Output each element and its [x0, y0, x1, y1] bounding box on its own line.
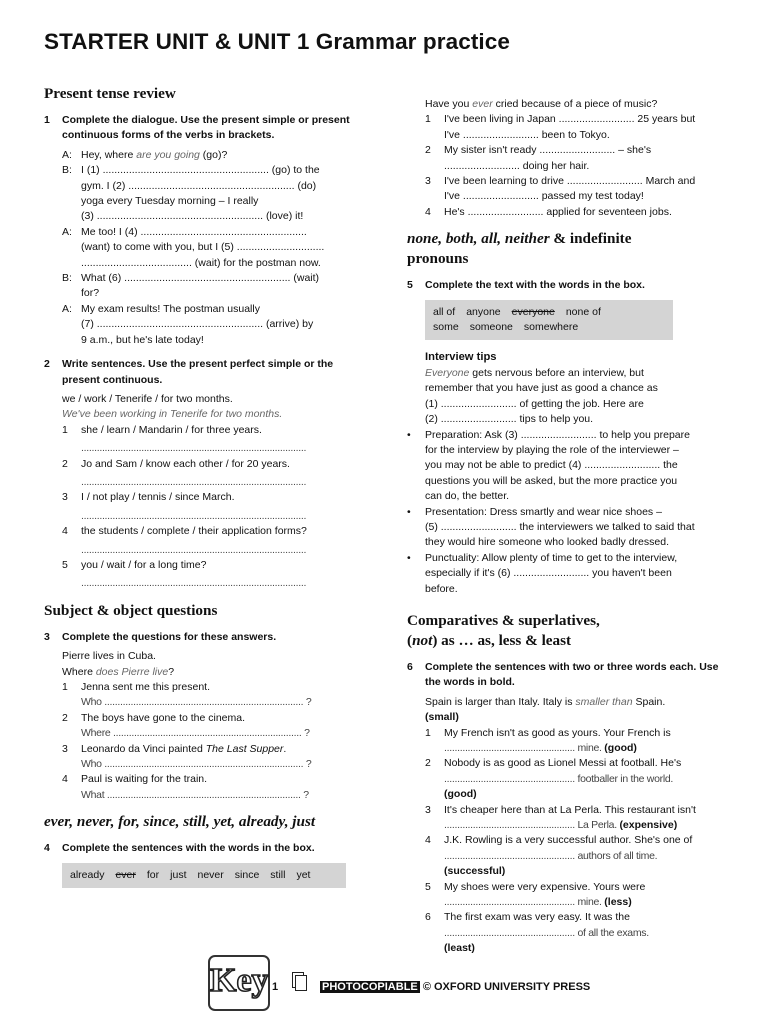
instruction-text: Complete the dialogue. Use the present simple or present continuous forms of the verbs in brackets. [62, 114, 350, 142]
item-text: I've .......................... been to Tokyo. [444, 128, 610, 141]
bullet-line: Presentation: Dress smartly and wear nice shoes – [425, 505, 662, 518]
item-number: 1 [425, 113, 431, 126]
bullet-icon: • [407, 428, 411, 441]
bullet-line: you may not be able to predict (4) .......................... the [425, 459, 678, 472]
dialogue-text: ...................................... (wait) for the postman now. [81, 256, 321, 269]
item-text: she / learn / Mandarin / for three years. [81, 423, 262, 436]
item-number: 6 [425, 911, 431, 924]
item-text: Nobody is as good as Lionel Messi at football. He's [444, 757, 682, 770]
copyright-notice [320, 980, 590, 995]
example-prompt: we / work / Tenerife / for two months. [62, 392, 233, 405]
cue-word: (less) [604, 896, 632, 909]
dialogue-text: gym. I (2) ......................................................... (do) [81, 179, 317, 192]
dialogue-line [44, 163, 362, 178]
dialogue-text: (3) ......................................................... (love) it! [81, 210, 304, 223]
answer-dots: .................................................. mine. [444, 742, 605, 754]
dialogue-text: I (1) ......................................................... (go) to the [81, 164, 320, 177]
box-word: some [433, 321, 459, 334]
answer-line: ...................................................................................... [81, 577, 307, 590]
dialogue-text: Hey, where [81, 148, 137, 161]
dialogue-text: 9 a.m., but he's late today! [81, 333, 204, 346]
example-sentence: Spain is larger than Italy. Italy is smaller than Spain. [425, 695, 666, 708]
left-column [44, 84, 362, 898]
page-number: 1 [272, 981, 279, 993]
list-item [407, 803, 729, 818]
speaker-label: A: [62, 148, 72, 161]
page-title: STARTER UNIT & UNIT 1 Grammar practice [44, 29, 510, 54]
speaker-label: B: [62, 272, 72, 285]
item-number: 1 [62, 423, 68, 436]
dialogue-line [44, 317, 362, 332]
answer-line [407, 849, 729, 864]
box-word: since [234, 868, 260, 881]
box-row [433, 320, 665, 335]
cue-word: (successful) [444, 865, 506, 878]
exercise-5-instruction [407, 278, 729, 293]
item-text: Jenna sent me this present. [81, 681, 210, 693]
exercise-6-items [407, 726, 729, 957]
box-word: never [197, 868, 224, 881]
bullet-line: questions you will be asked, but the more practice you [425, 474, 678, 487]
speaker-label: A: [62, 225, 72, 238]
exercise-number: 4 [44, 842, 50, 855]
answer-dots: .................................................. mine. [444, 896, 605, 909]
list-item [407, 174, 729, 189]
bullet-line: for the interview by playing the role of the interviewer – [425, 443, 679, 456]
exercise-number: 1 [44, 114, 50, 126]
bullet-item [407, 551, 729, 597]
list-item [407, 756, 729, 771]
item-number: 5 [62, 558, 68, 571]
answer-line [407, 818, 729, 833]
answer-dots: .................................................. authors of all time. [444, 849, 658, 862]
dialogue-line [44, 256, 362, 271]
exercise-6-instruction [407, 660, 729, 691]
dialogue-line [44, 209, 362, 224]
answer-dots: .................................................. of all the exams. [444, 926, 649, 939]
dialogue-line [44, 302, 362, 317]
instruction-text: Complete the text with the words in the box. [425, 279, 645, 292]
dialogue-text: Me too! I (4) ......................................................... [81, 225, 307, 238]
dialogue-line [44, 225, 362, 240]
item-text: you / wait / for a long time? [81, 558, 207, 571]
list-item [44, 423, 362, 438]
exercise-4-items [407, 112, 729, 220]
list-item [407, 833, 729, 848]
list-item [407, 880, 729, 895]
answer-line [407, 895, 729, 910]
box-word: all of [433, 305, 456, 318]
list-item [44, 680, 362, 695]
dialogue-line [44, 194, 362, 209]
list-item [407, 112, 729, 127]
instruction-text: Write sentences. Use the present perfect simple or the present continuous. [62, 358, 334, 386]
box-word: somewhere [523, 321, 579, 334]
box-word: yet [296, 868, 311, 881]
item-text: The first exam was very easy. It was the [444, 911, 630, 924]
exercise-number: 3 [44, 630, 50, 643]
answer-line: What .......................................................................... ? [81, 788, 309, 801]
dialogue-text: What (6) ......................................................... (wait) [81, 272, 320, 285]
bullet-item [407, 505, 729, 551]
section-heading-ever-never: ever, never, for, since, still, yet, already, just [44, 813, 316, 831]
answer-line [407, 926, 729, 941]
dialogue-line [44, 333, 362, 348]
cue-word: (good) [444, 788, 477, 801]
box-word: anyone [466, 305, 501, 318]
item-text: Leonardo da Vinci painted [81, 742, 206, 755]
list-item [407, 143, 729, 158]
answer-line [407, 741, 729, 756]
exercise-number: 6 [407, 660, 413, 673]
item-text: .......................... doing her hair. [444, 159, 590, 172]
bullet-line: (5) .......................... the interviewers we talked to said that [425, 520, 695, 533]
photocopy-icon [292, 972, 308, 992]
instruction-text: Complete the sentences with the words in the box. [62, 842, 315, 855]
exercise-1-instruction [44, 113, 362, 144]
list-item [44, 711, 362, 726]
exercise-number: 5 [407, 279, 413, 292]
answer-line: Who ............................................................................ ? [81, 758, 312, 771]
exercise-1-dialogue [44, 148, 362, 348]
item-number: 4 [62, 773, 68, 786]
item-number: 2 [425, 144, 431, 157]
bullet-item [407, 428, 729, 505]
dialogue-text: My exam results! The postman usually [81, 302, 260, 315]
speaker-label: B: [62, 164, 72, 177]
bullet-line: Preparation: Ask (3) .......................... to help you prepare [425, 428, 690, 441]
section-heading-comparatives: Comparatives & superlatives, (not) as … as, less & least [407, 611, 600, 649]
box-word: just [170, 868, 187, 881]
answer-dots: .................................................. La Perla. [444, 819, 620, 832]
list-item [44, 742, 362, 757]
item-number: 2 [425, 757, 431, 770]
word-box [62, 863, 346, 888]
dialogue-line [44, 286, 362, 301]
bullet-line: they would hire someone who looked badly dressed. [425, 536, 669, 549]
section-heading-present-tense: Present tense review [44, 85, 176, 102]
example-answer: We've been working in Tenerife for two months. [62, 408, 283, 421]
dialogue-text: (go)? [199, 148, 228, 161]
dialogue-text: (want) to come with you, but I (5) .............................. [81, 241, 325, 254]
photocopiable-tag: PHOTOCOPIABLE [322, 981, 418, 993]
section-heading-pronouns: none, both, all, neither & indefinite pronouns [407, 230, 632, 268]
exercise-4-instruction [44, 841, 362, 856]
item-text: My sister isn't ready .......................... – she's [444, 144, 652, 157]
cue-word: (expensive) [619, 819, 678, 832]
item-text: I've been learning to drive .......................... March and [444, 175, 696, 188]
box-row [433, 305, 665, 320]
right-column [407, 97, 729, 957]
instruction-text: Complete the sentences with two or three words each. Use the words in bold. [425, 660, 719, 689]
answer-line: ...................................................................................... [81, 475, 307, 488]
example-word: (small) [425, 711, 459, 724]
item-number: 5 [425, 880, 431, 893]
example-question: Where does Pierre live? [62, 665, 175, 678]
example-answer-sentence: Pierre lives in Cuba. [62, 650, 156, 663]
text-subheading: Interview tips [425, 351, 497, 364]
key-logo: Key [208, 955, 270, 1011]
item-number: 3 [425, 175, 431, 188]
box-word: already [70, 868, 105, 881]
dialogue-line [44, 179, 362, 194]
dialogue-line [44, 148, 362, 163]
exercise-2-items [44, 423, 362, 592]
dialogue-line [44, 240, 362, 255]
intro-line: (1) .......................... of getting the job. Here are [425, 397, 644, 410]
item-number: 2 [62, 711, 68, 724]
list-item [407, 910, 729, 925]
list-item [44, 524, 362, 539]
instruction-text: Complete the questions for these answers. [62, 630, 277, 643]
answer-line: ...................................................................................... [81, 442, 307, 455]
publisher-text: © OXFORD UNIVERSITY PRESS [419, 981, 591, 993]
list-item [44, 490, 362, 505]
item-number: 1 [425, 726, 431, 739]
answer-line: ...................................................................................... [81, 509, 307, 522]
word-box [425, 300, 673, 341]
exercise-number: 2 [44, 358, 50, 371]
item-text: I've .......................... passed my test today! [444, 190, 644, 203]
page-footer [0, 955, 768, 1015]
cue-word: (good) [604, 742, 637, 754]
item-text: My French isn't as good as yours. Your French is [444, 726, 671, 739]
bullet-line: especially if it's (6) .......................... you haven't been [425, 567, 672, 580]
item-text: Paul is waiting for the train. [81, 773, 208, 786]
item-number: 2 [62, 457, 68, 470]
box-word: none of [565, 305, 601, 318]
item-title: The Last Supper [205, 742, 284, 755]
speaker-label: A: [62, 302, 72, 315]
answer-line: ...................................................................................... [81, 543, 307, 556]
list-item [44, 457, 362, 472]
item-text: He's .......................... applied for seventeen jobs. [444, 205, 672, 218]
intro-line: (2) .......................... tips to help you. [425, 413, 594, 426]
box-word: ever [115, 868, 136, 881]
answer-line: Who ............................................................................ ? [81, 696, 312, 709]
dialogue-line [44, 271, 362, 286]
answer-dots: .................................................. footballer in the world. [444, 772, 674, 785]
item-number: 3 [425, 803, 431, 816]
item-text: I / not play / tennis / since March. [81, 491, 235, 504]
item-number: 3 [62, 491, 68, 504]
box-word: everyone [511, 305, 555, 318]
item-number: 4 [425, 205, 431, 218]
bullet-line: can do, the better. [425, 490, 510, 503]
box-word: someone [469, 321, 513, 334]
dialogue-text: for? [81, 287, 100, 300]
box-word: still [270, 868, 286, 881]
item-number: 1 [62, 681, 68, 693]
list-item [44, 558, 362, 573]
answer-line [407, 772, 729, 787]
exercise-3-instruction [44, 630, 362, 645]
list-item [407, 205, 729, 220]
intro-text: Everyone gets nervous before an interview, but [425, 366, 644, 379]
bullet-line: Punctuality: Allow plenty of time to get to the interview, [425, 551, 678, 564]
bullet-icon: • [407, 551, 411, 564]
item-text: J.K. Rowling is a very successful author. She's one of [444, 834, 693, 847]
item-text: The boys have gone to the cinema. [81, 711, 246, 724]
bullet-icon: • [407, 505, 411, 518]
item-text: Jo and Sam / know each other / for 20 years. [81, 457, 290, 470]
intro-line: remember that you have just as good a chance as [425, 382, 658, 395]
bullet-list [407, 428, 729, 597]
item-number: 4 [62, 525, 68, 538]
list-item [407, 726, 729, 741]
box-word: for [146, 868, 160, 881]
exercise-3-items [44, 680, 362, 803]
exercise-2-instruction [44, 357, 362, 388]
cue-word: (least) [444, 942, 475, 955]
intro-lines [407, 381, 729, 427]
answer-line: Where ........................................................................ ? [81, 727, 310, 740]
section-heading-subject-object: Subject & object questions [44, 601, 218, 619]
dialogue-text: (7) ......................................................... (arrive) by [81, 318, 314, 331]
item-text: . [283, 742, 287, 755]
item-text: the students / complete / their application forms? [81, 525, 307, 538]
dialogue-text: yoga every Tuesday morning – I really [81, 195, 259, 208]
list-item [44, 772, 362, 787]
bullet-line: before. [425, 582, 458, 595]
item-number: 3 [62, 742, 68, 755]
item-text: It's cheaper here than at La Perla. This restaurant isn't [444, 803, 696, 816]
example-question: Have you ever cried because of a piece of music? [425, 98, 658, 110]
item-text: I've been living in Japan .......................... 25 years but [444, 113, 696, 126]
item-number: 4 [425, 834, 431, 847]
item-text: My shoes were very expensive. Yours were [444, 880, 646, 893]
example-answer: are you going [136, 148, 200, 161]
